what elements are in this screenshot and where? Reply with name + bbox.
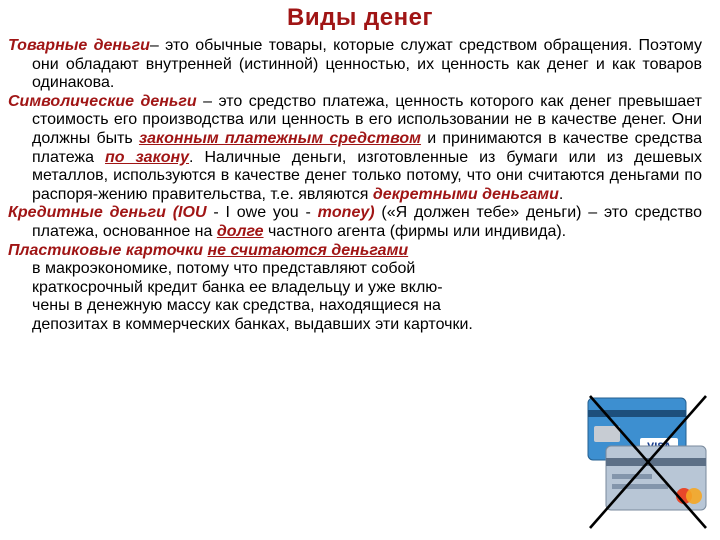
definition-text: – это средство платежа, ценность которого как денег превышает стоимость его производства или ценность в его использовании не в качестве денег. Они должны быть [32,92,702,147]
text-line: в макроэкономике, потому что представляют собой [32,260,416,278]
paragraph-commodity-money [8,37,702,93]
paragraph-credit-money [8,204,702,241]
plastic-cards-text [8,260,602,334]
text-line: краткосрочный кредит банка ее владельцу и уже вклю- [32,278,443,296]
term-iou-expansion: - I owe you - [206,204,318,222]
definition-text: частного агента (фирмы или индивида). [263,222,567,240]
term-money: money) [317,204,375,222]
definition-text: («Я должен тебе» деньги) – это средство платежа, основанное на [32,204,702,240]
text-line: депозитах в коммерческих банках, выдавших эти карточки. [32,315,473,333]
term-symbolic-money: Символические деньги [8,92,197,110]
credit-card-icon [606,446,706,510]
paragraph-fiat-money [8,93,702,205]
definition-text: . [558,185,564,203]
text-line: чены в денежную массу как средства, находящиеся на [32,297,441,315]
paragraph-plastic-cards [8,242,702,335]
definition-text: – это обычные товары, которые служат средством обращения. Поэтому они обладают внутренней (истинной) ценностью, их ценность как денег и как товаров одинакова. [32,37,702,92]
page-title: Виды денег [287,4,433,31]
term-plastic-cards: Пластиковые карточки [8,241,203,259]
emphasis-legal-tender: законным платежным средством [138,129,422,147]
definition-text: . Наличные деньги, изготовленные из бумаги или из дешевых металлов, используются в качестве денег только потому, что они считаются деньгами по распоря-жению правительства, т.е. являются [32,148,703,203]
term-commodity-money: Товарные деньги [8,37,150,54]
emphasis-decree-money: декретными деньгами [372,185,559,203]
emphasis-by-law: по закону [105,148,190,166]
emphasis-debt: долге [216,222,264,240]
definition-text: и принимаются в качестве средства платежа [32,129,702,166]
term-credit-money: Кредитные деньги (IOU [8,204,207,222]
crossed-out-credit-cards-icon [586,392,710,532]
emphasis-not-money: не считаются деньгами [207,241,409,259]
document-body [8,37,702,335]
